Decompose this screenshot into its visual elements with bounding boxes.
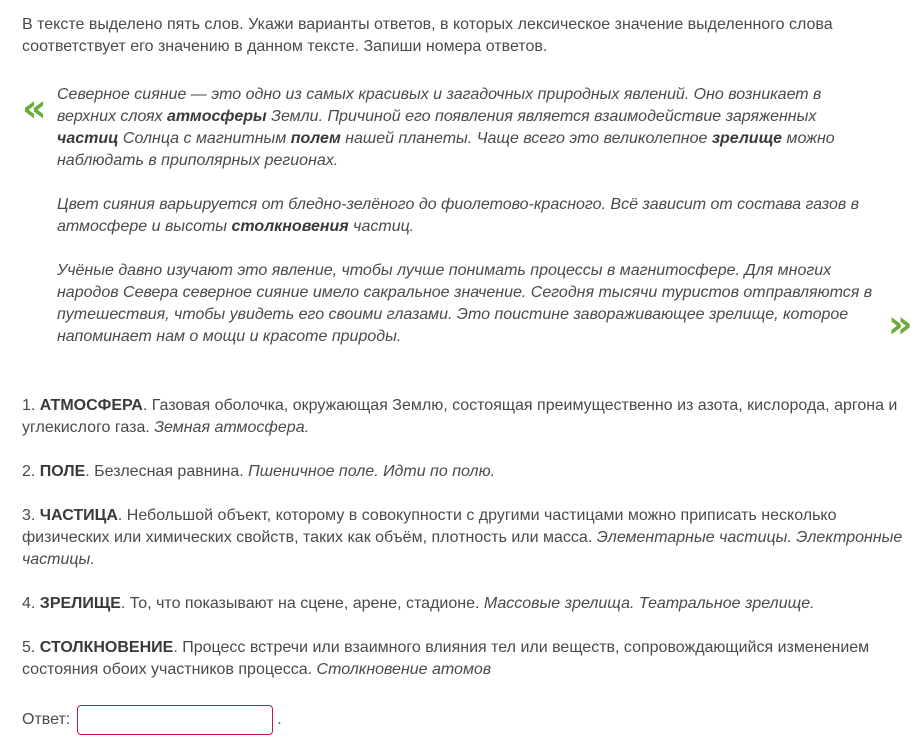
- option-definition: . Процесс встречи или взаимного влияния тел или веществ, сопровождающийся изменением состояния обоих участников процесса.: [22, 639, 870, 678]
- close-quote-icon: »: [888, 302, 913, 346]
- answer-label: Ответ:: [22, 711, 71, 728]
- option-example: Земная атмосфера.: [154, 419, 310, 436]
- passage-text-run: Северное сияние — это одно из самых красивых и загадочных природных явлений. Оно возникает в верхних слоях: [57, 86, 822, 125]
- option-example: Элементарные частицы. Электронные частицы.: [22, 529, 903, 568]
- option-item: [22, 395, 910, 439]
- option-word: ЗРЕЛИЩЕ: [39, 595, 121, 612]
- passage-paragraph-3: [57, 260, 875, 348]
- answer-trailing-dot: .: [277, 711, 282, 728]
- answer-row: [22, 704, 282, 736]
- passage-paragraph-2: [57, 194, 875, 238]
- option-number: 2.: [22, 463, 36, 480]
- passage-text: [57, 84, 875, 370]
- passage-text-run: частиц.: [348, 218, 415, 235]
- passage-text-run: Солнца с магнитным: [118, 130, 291, 147]
- answer-input[interactable]: [77, 705, 273, 735]
- highlighted-word: атмосферы: [166, 108, 267, 125]
- option-definition: . Небольшой объект, которому в совокупности с другими частицами можно приписать несколько физических или химических свойств, таких как объём, плотность или масса.: [22, 507, 837, 546]
- option-item: [22, 637, 910, 681]
- option-number: 4.: [22, 595, 36, 612]
- highlighted-word: полем: [290, 130, 341, 147]
- answer-options: [22, 395, 910, 703]
- passage-paragraph-1: [57, 84, 875, 172]
- option-definition: . Безлесная равнина.: [85, 463, 249, 480]
- passage-text-run: нашей планеты. Чаще всего это великолепное: [340, 130, 712, 147]
- option-definition: . Газовая оболочка, окружающая Землю, состоящая преимущественно из азота, кислорода, аргона и углекислого газа.: [22, 397, 898, 436]
- option-definition: . То, что показывают на сцене, арене, стадионе.: [120, 595, 484, 612]
- passage-text-run: Цвет сияния варьируется от бледно-зелёного до фиолетово-красного. Всё зависит от состава газов в атмосфере и высоты: [57, 196, 860, 235]
- passage-text-run: Земли. Причиной его появления является взаимодействие заряженных: [266, 108, 817, 125]
- task-instruction: В тексте выделено пять слов. Укажи варианты ответов, в которых лексическое значение выделенного слова соответствует его значению в данном тексте. Запиши номера ответов.: [22, 16, 833, 55]
- option-item: [22, 505, 910, 571]
- option-word: СТОЛКНОВЕНИЕ: [39, 639, 174, 656]
- option-example: Столкновение атомов: [316, 661, 492, 678]
- highlighted-word: столкновения: [231, 218, 349, 235]
- option-word: АТМОСФЕРА: [39, 397, 143, 414]
- option-number: 3.: [22, 507, 36, 524]
- option-word: ПОЛЕ: [39, 463, 86, 480]
- open-quote-icon: «: [22, 86, 47, 130]
- option-number: 5.: [22, 639, 36, 656]
- option-example: Пшеничное поле. Идти по полю.: [248, 463, 496, 480]
- option-item: [22, 593, 910, 615]
- highlighted-word: зрелище: [711, 130, 783, 147]
- passage-text-run: Учёные давно изучают это явление, чтобы лучше понимать процессы в магнитосфере. Для многих народов Севера северное сияние имело сакральное значение. Сегодня тысячи туристов отправляются в путешествия, чтобы увидеть его своими глазами. Это поистине завораживающее зрелище, которое напоминает нам о мощи и красоте природы.: [57, 262, 873, 345]
- option-item: [22, 461, 910, 483]
- passage-text-run: можно наблюдать в приполярных регионах.: [57, 130, 835, 169]
- option-word: ЧАСТИЦА: [39, 507, 118, 524]
- option-example: Массовые зрелища. Театральное зрелище.: [483, 595, 815, 612]
- highlighted-word: частиц: [57, 130, 119, 147]
- option-number: 1.: [22, 397, 36, 414]
